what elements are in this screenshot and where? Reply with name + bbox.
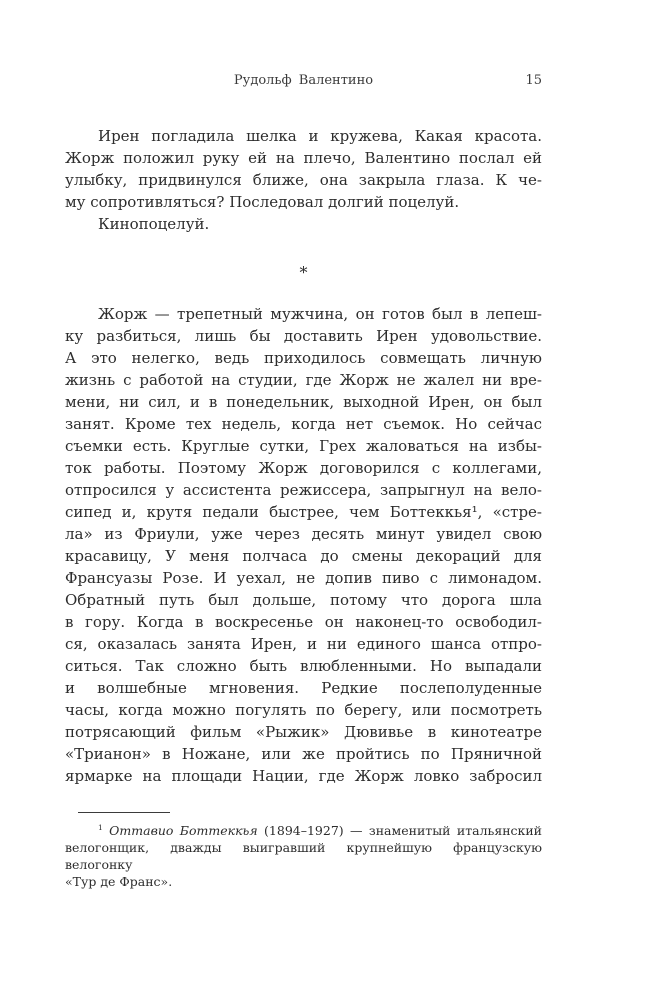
book-page — [65, 0, 542, 1000]
text-line: Жорж — трепетный мужчина, он готов был в лепеш- — [98, 305, 542, 323]
footnote-separator — [78, 812, 170, 813]
text-line: ла» из Фриули, уже через десять минут увидел свою — [65, 525, 542, 543]
footnote-line-first — [65, 822, 542, 839]
text-line: отпросился у ассистента режиссера, запрыгнул на вело- — [65, 481, 542, 499]
footnote-line1-rest: (1894–1927) — знаменитый итальянский — [264, 823, 543, 838]
section-break: * — [299, 263, 308, 282]
paragraph — [65, 213, 542, 235]
footnote-marker: 1 — [98, 822, 103, 832]
text-line: ситься. Так сложно быть влюбленными. Но выпадали — [65, 657, 542, 675]
text-line: сипед и, крутя педали быстрее, чем Боттеккья¹, «стре- — [65, 503, 542, 521]
page-number: 15 — [525, 73, 542, 88]
text-line: занят. Кроме тех недель, когда нет съемок. Но сейчас — [65, 415, 542, 433]
text-line: красавицу, У меня полчаса до смены декораций для — [65, 547, 542, 565]
text-line: му сопротивляться? Последовал долгий поцелуй. — [65, 193, 460, 211]
footnote-author: Оттавио Боттеккья — [109, 823, 258, 838]
text-line: Ирен погладила шелка и кружева, Какая красота. — [98, 127, 542, 145]
text-line: мени, ни сил, и в понедельник, выходной Ирен, он был — [65, 393, 542, 411]
text-line: Обратный путь был дольше, потому что дорога шла — [65, 591, 542, 609]
text-line: ку разбиться, лишь бы доставить Ирен удовольствие. — [65, 327, 542, 345]
footnote-area — [65, 812, 542, 890]
page-body — [65, 125, 542, 787]
text-line: потрясающий фильм «Рыжик» Дювивье в кинотеатре — [65, 723, 542, 741]
text-line: часы, когда можно погулять по берегу, или посмотреть — [65, 701, 542, 719]
text-line: ток работы. Поэтому Жорж договорился с коллегами, — [65, 459, 542, 477]
text-line: и волшебные мгновения. Редкие послеполуденные — [65, 679, 542, 697]
footnote-line: велогонщик, дважды выигравший крупнейшую французскую велогонку — [65, 840, 542, 872]
paragraph — [65, 125, 542, 213]
footnote-line: «Тур де Франс». — [65, 874, 173, 889]
text-line: Кинопоцелуй. — [98, 215, 210, 233]
text-line: жизнь с работой на студии, где Жорж не жалел ни вре- — [65, 371, 542, 389]
text-line: А это нелегко, ведь приходилось совмещать личную — [65, 349, 542, 367]
footnote-text-block — [65, 822, 542, 890]
text-line: улыбку, придвинулся ближе, она закрыла глаза. К че- — [65, 171, 542, 189]
text-line: Франсуазы Розе. И уехал, не допив пиво с лимонадом. — [65, 569, 542, 587]
text-line: съемки есть. Круглые сутки, Грех жаловаться на избы- — [65, 437, 542, 455]
text-line: Жорж положил руку ей на плечо, Валентино послал ей — [65, 149, 542, 167]
text-line: в гору. Когда в воскресенье он наконец-то освободил- — [65, 613, 542, 631]
text-line: ся, оказалась занята Ирен, и ни единого шанса отпро- — [65, 635, 542, 653]
text-line: ярмарке на площади Нации, где Жорж ловко забросил — [65, 767, 542, 785]
paragraph — [65, 303, 542, 787]
text-line: «Трианон» в Ножане, или же пройтись по Пряничной — [65, 745, 542, 763]
page-header — [65, 73, 542, 89]
running-title: Рудольф Валентино — [233, 73, 374, 88]
